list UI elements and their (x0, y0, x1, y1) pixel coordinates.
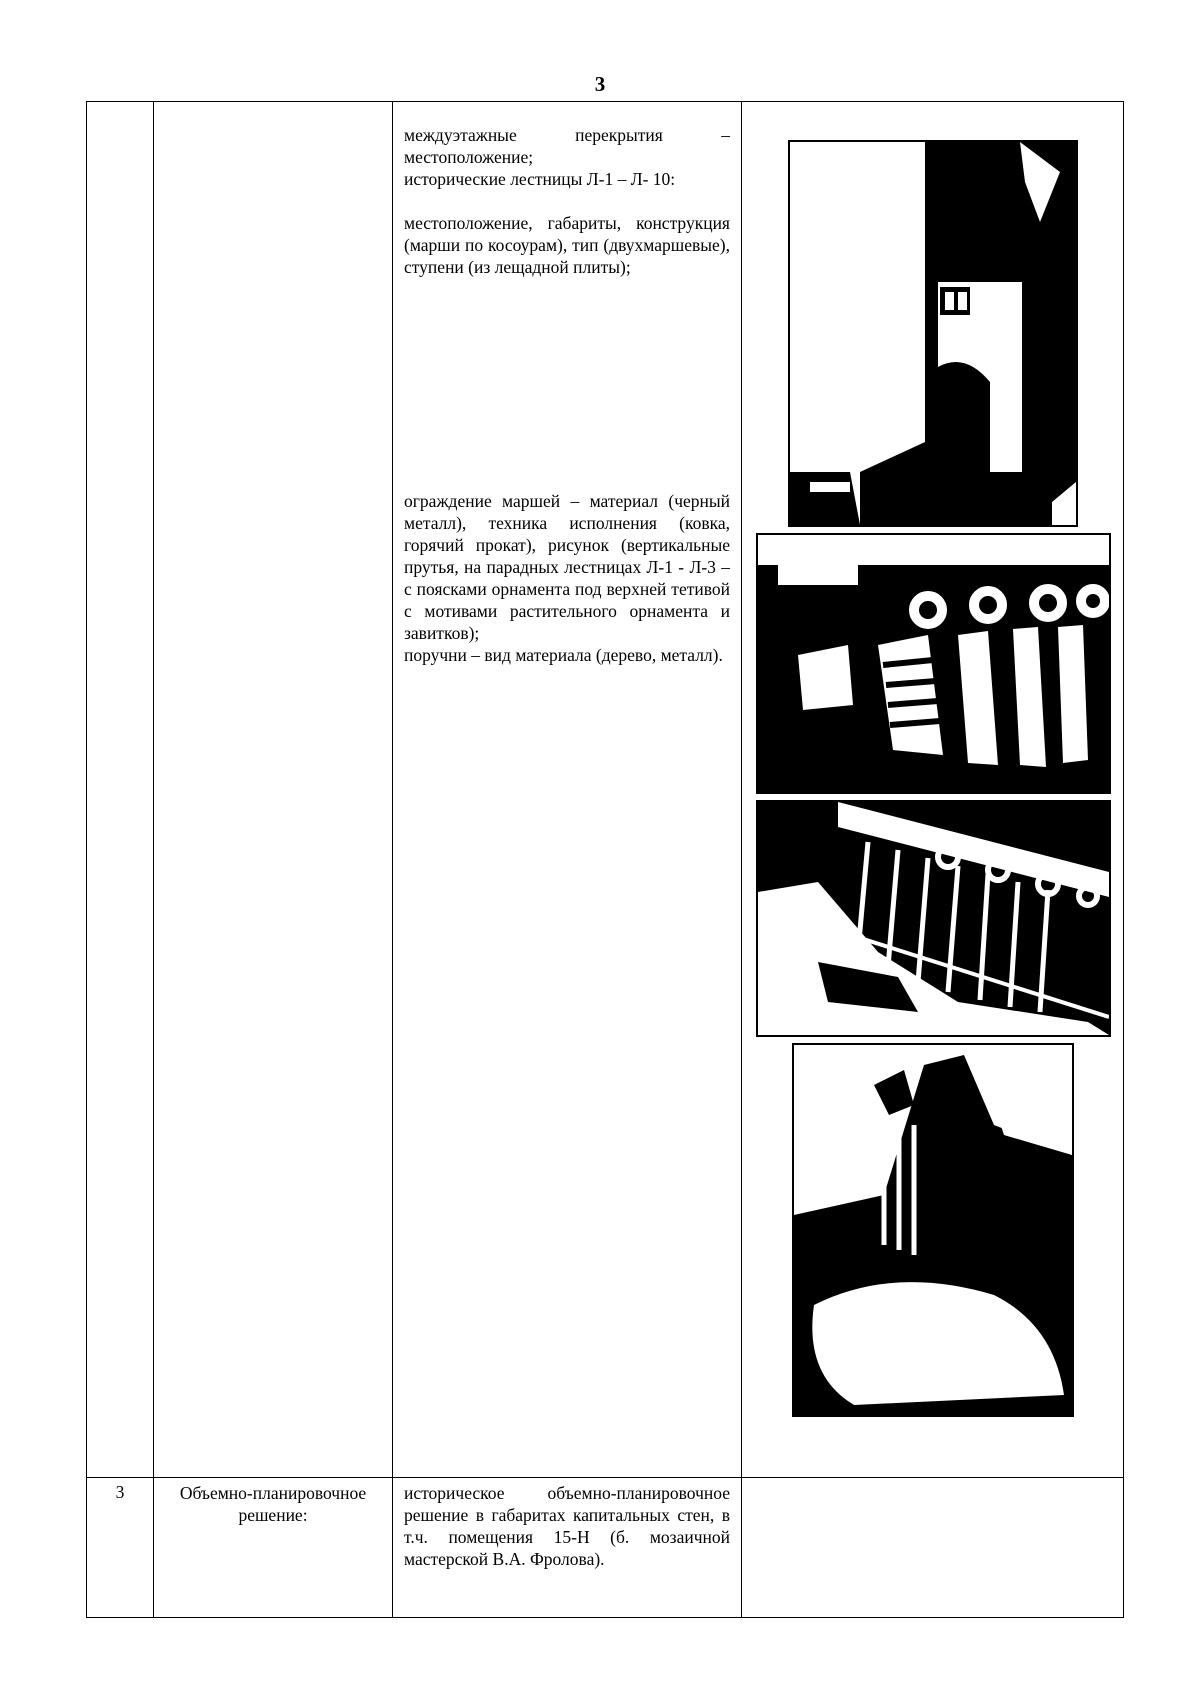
number-cell (87, 102, 154, 1478)
description-cell (393, 102, 742, 1478)
description-line: местоположение, габариты, конструкция (марши по косоурам), тип (двухмаршевые), ступени (из лещадной плиты); (404, 213, 730, 277)
description-line: историческое объемно-планировочное решение в габаритах капитальных стен, в т.ч. помещения 15-Н (б. мозаичной мастерской В.А. Фролова). (404, 1483, 730, 1569)
photo-railing-detail (756, 533, 1111, 794)
description-line: поручни – вид материала (дерево, металл). (404, 645, 723, 665)
subject-protection-table (86, 101, 1124, 1618)
photos-cell (742, 1478, 1124, 1618)
table-row (87, 1478, 1124, 1618)
photo-stair-hall (788, 140, 1078, 527)
description-cell (393, 1478, 742, 1618)
description-line: междуэтажные перекрытия – местоположение; (404, 125, 730, 167)
number-cell (87, 1478, 154, 1618)
description-line: ограждение маршей – материал (черный металл), техника исполнения (ковка, горячий прокат), рисунок (вертикальные прутья, на парадных лестницах Л-1 - Л-3 – с поясками орнамента под верхней тетивой с мотивами растительного орнамента и завитков); (404, 491, 730, 643)
photo-stair-flight (756, 800, 1111, 1037)
section-cell (154, 102, 393, 1478)
section-cell (154, 1478, 393, 1618)
description-line: исторические лестницы Л-1 – Л- 10: (404, 169, 676, 189)
page-number: 3 (594, 72, 606, 96)
photo-stair-landing (792, 1043, 1074, 1417)
table-row (87, 102, 1124, 1478)
section-title: Объемно-планировочное решение: (179, 1483, 367, 1525)
photos-cell (742, 102, 1124, 1478)
row-number: 3 (115, 1482, 125, 1502)
